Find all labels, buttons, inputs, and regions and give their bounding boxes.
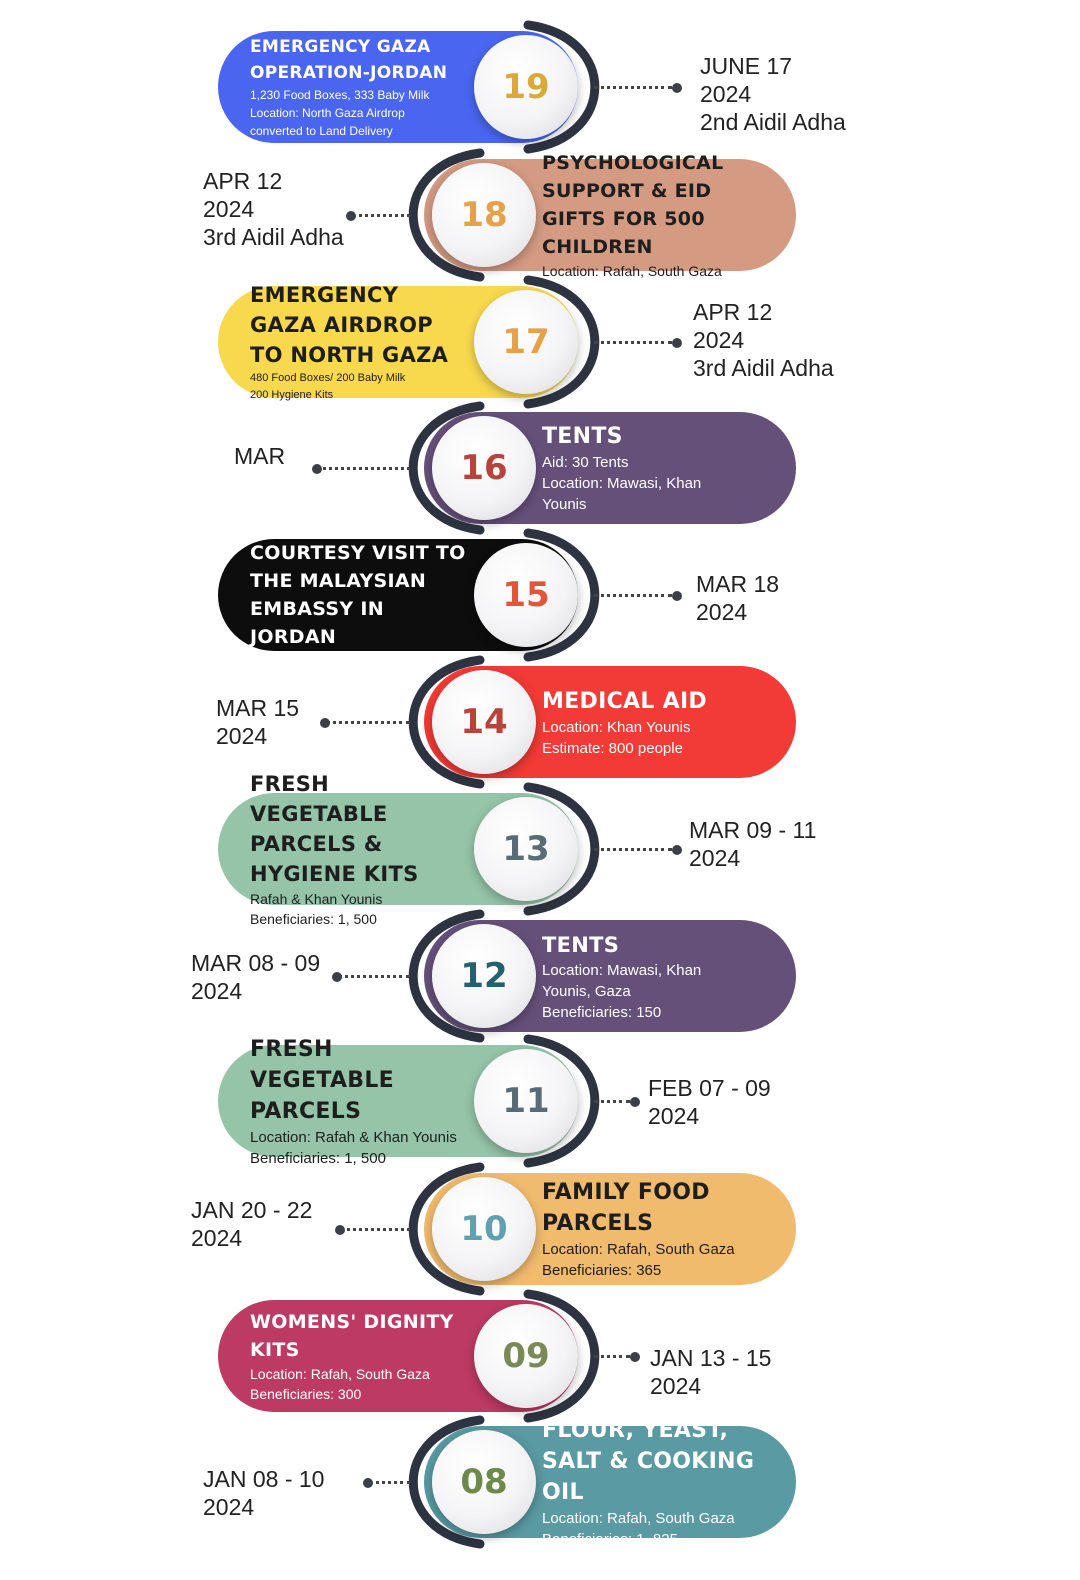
date-connector-dot xyxy=(332,972,342,982)
date-line: 2nd Aidil Adha xyxy=(700,109,846,135)
date-line: MAR 15 xyxy=(216,695,300,721)
date-connector xyxy=(594,594,672,597)
date-connector xyxy=(352,214,410,217)
milestone-number-badge xyxy=(474,1304,578,1408)
milestone-number: 16 xyxy=(460,448,508,488)
date-connector xyxy=(594,1100,630,1103)
milestone-detail: Younis, Gaza xyxy=(542,982,631,1000)
milestone-number-badge xyxy=(432,416,536,520)
milestone-detail: Location: Khan Younis xyxy=(542,718,691,736)
milestone-title: COURTESY VISIT TO THE MALAYSIAN EMBASSY IN JORDAN xyxy=(250,542,466,648)
date-line: APR 12 xyxy=(693,299,773,325)
milestone-title: FAMILY FOOD PARCELS xyxy=(542,1180,710,1236)
milestone-number-badge xyxy=(474,1049,578,1153)
date-line: MAR 09 - 11 xyxy=(689,817,817,843)
milestone-title: TENTS xyxy=(542,424,623,449)
date-connector-dot xyxy=(346,211,356,221)
milestone-detail: Beneficiaries: 300 xyxy=(250,1386,362,1402)
milestone-number: 15 xyxy=(502,575,550,615)
milestone-detail: Location: Mawasi, Khan xyxy=(542,475,702,492)
date-line: JAN 13 - 15 xyxy=(650,1345,772,1371)
milestone-detail: Aid: 30 Tents xyxy=(542,454,629,471)
date-connector xyxy=(326,721,410,724)
date-line: JAN 20 - 22 xyxy=(191,1197,313,1223)
milestone-title: EMERGENCY GAZA AIRDROP TO NORTH GAZA xyxy=(250,283,449,367)
date-line: 2024 xyxy=(650,1373,702,1399)
date-connector-dot xyxy=(672,83,682,93)
date-connector-dot xyxy=(320,718,330,728)
date-line: 2024 xyxy=(696,599,748,625)
date-line: 2024 xyxy=(700,81,752,107)
milestone-date xyxy=(689,816,816,872)
milestone-date xyxy=(203,1465,324,1521)
milestone-number: 11 xyxy=(502,1081,550,1121)
milestone-number: 08 xyxy=(460,1462,508,1502)
milestone-detail: 480 Food Boxes/ 200 Baby Milk xyxy=(250,372,406,384)
milestone-number-badge xyxy=(474,543,578,647)
date-connector xyxy=(594,341,672,344)
milestone-number-badge xyxy=(432,924,536,1028)
milestone-detail: Location: North Gaza Airdrop xyxy=(250,106,405,120)
date-line: 2024 xyxy=(648,1103,700,1129)
milestone-date xyxy=(700,52,846,136)
milestone-number: 09 xyxy=(502,1336,550,1376)
milestone-detail: Rafah & Khan Younis xyxy=(250,891,383,907)
milestone-date xyxy=(696,570,779,626)
date-connector-dot xyxy=(672,845,682,855)
date-line: 2024 xyxy=(216,723,268,749)
date-line: JAN 08 - 10 xyxy=(203,1466,325,1492)
milestone-detail: Location: Rafah, South Gaza xyxy=(542,1241,735,1258)
milestone-detail: Younis xyxy=(542,496,587,513)
date-line: 2024 xyxy=(191,1225,243,1251)
date-line: 3rd Aidil Adha xyxy=(203,224,344,250)
date-connector xyxy=(594,86,672,89)
milestone-detail: Beneficiaries: 1, 500 xyxy=(250,911,377,927)
date-connector-dot xyxy=(335,1225,345,1235)
milestone-title: FRESH VEGETABLE PARCELS & HYGIENE KITS xyxy=(250,772,419,886)
date-line: FEB 07 - 09 xyxy=(648,1075,771,1101)
milestone-number-badge xyxy=(432,1430,536,1534)
milestone-detail: Estimate: 800 people xyxy=(542,739,683,757)
date-line: JUNE 17 xyxy=(700,53,793,79)
milestone-number: 14 xyxy=(460,702,508,742)
milestone-detail: Beneficiaries: 1, 825 xyxy=(542,1530,678,1548)
milestone-detail: 200 Hygiene Kits xyxy=(250,389,334,401)
milestone-detail: Beneficiaries: 150 xyxy=(542,1003,662,1021)
milestone-date xyxy=(191,1196,312,1252)
milestone-detail: Location: Mawasi, Khan xyxy=(542,961,702,979)
milestone-number-badge xyxy=(474,35,578,139)
milestone-date xyxy=(216,694,299,750)
date-line: 2024 xyxy=(693,327,745,353)
milestone-date xyxy=(191,949,320,1005)
date-line: MAR 18 xyxy=(696,571,780,597)
milestone-title: EMERGENCY GAZA OPERATION-JORDAN xyxy=(250,37,448,83)
date-line: 2024 xyxy=(203,196,255,222)
milestone-title: WOMENS' DIGNITY KITS xyxy=(250,1311,454,1361)
date-line: 2024 xyxy=(203,1494,255,1520)
milestone-number-badge xyxy=(474,797,578,901)
date-connector-dot xyxy=(630,1352,640,1362)
date-connector-dot xyxy=(312,464,322,474)
milestone-date xyxy=(650,1344,771,1400)
date-connector xyxy=(594,848,672,851)
date-connector-dot xyxy=(672,591,682,601)
milestone-title: PSYCHOLOGICAL SUPPORT & EID GIFTS FOR 500 CHILDREN xyxy=(542,152,724,258)
date-line: APR 12 xyxy=(203,168,283,194)
milestone-detail: Location: Rafah, South Gaza xyxy=(542,263,722,279)
milestone-number-badge xyxy=(474,290,578,394)
date-connector xyxy=(338,975,410,978)
date-connector xyxy=(318,467,410,470)
milestone-detail: Beneficiaries: 1, 500 xyxy=(250,1149,386,1167)
date-connector-dot xyxy=(630,1097,640,1107)
milestone-detail: Location: Rafah, South Gaza xyxy=(542,1509,735,1527)
milestone-title: MEDICAL AID xyxy=(542,688,707,714)
milestone-date xyxy=(203,167,344,251)
date-connector xyxy=(594,1355,630,1358)
date-line: 2024 xyxy=(191,978,243,1004)
milestone-date xyxy=(648,1074,771,1130)
milestone-title: FRESH VEGETABLE PARCELS xyxy=(250,1036,394,1124)
milestone-title: FLOUR, YEAST, SALT & COOKING OIL xyxy=(542,1417,755,1505)
milestone-number: 18 xyxy=(460,195,508,235)
milestone-number: 12 xyxy=(460,956,508,996)
milestone-title: TENTS xyxy=(542,932,620,957)
date-connector-dot xyxy=(672,338,682,348)
milestone-date xyxy=(234,442,285,470)
milestone-number: 19 xyxy=(502,67,550,107)
milestone-detail: Location: Rafah, South Gaza xyxy=(250,1366,430,1382)
date-line: MAR xyxy=(234,443,286,469)
milestone-date xyxy=(693,298,834,382)
date-line: 2024 xyxy=(689,845,741,871)
milestone-detail: Beneficiaries: 365 xyxy=(542,1262,662,1279)
milestone-number: 17 xyxy=(502,322,550,362)
milestone-number-badge xyxy=(432,670,536,774)
date-connector xyxy=(341,1228,410,1231)
milestone-detail: Location: Rafah & Khan Younis xyxy=(250,1128,457,1146)
milestone-detail: 1,230 Food Boxes, 333 Baby Milk xyxy=(250,88,430,102)
milestone-detail: converted to Land Delivery xyxy=(250,124,393,138)
milestone-number-badge xyxy=(432,163,536,267)
date-connector-dot xyxy=(363,1478,373,1488)
milestone-number: 13 xyxy=(502,829,550,869)
milestone-number-badge xyxy=(432,1177,536,1281)
milestone-number: 10 xyxy=(460,1209,508,1249)
date-line: MAR 08 - 09 xyxy=(191,950,321,976)
date-connector xyxy=(369,1481,410,1484)
date-line: 3rd Aidil Adha xyxy=(693,355,834,381)
